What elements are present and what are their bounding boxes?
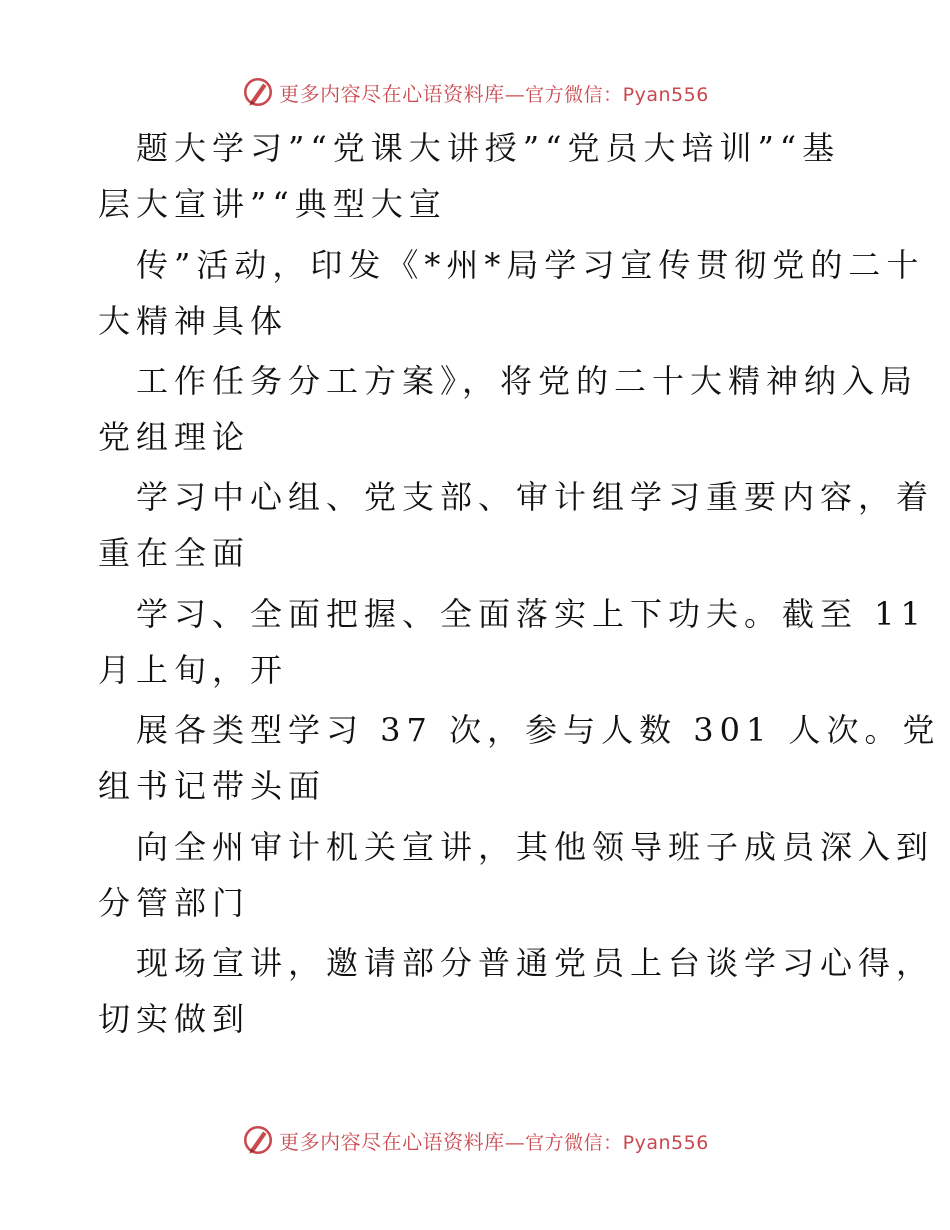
header-wechat: 官方微信：Pyan556: [525, 83, 709, 106]
body-line: 切实做到: [98, 1000, 251, 1038]
body-line: 重在全面: [98, 534, 251, 572]
footer-text: 更多内容尽在心语资料库: [279, 1129, 505, 1154]
footer-dash: —: [504, 1129, 526, 1154]
body-line: 学习、全面把握、全面落实上下功夫。截至 11: [136, 595, 927, 633]
body-line: 现场宣讲，邀请部分普通党员上台谈学习心得，: [136, 944, 935, 982]
body-line: 层大宣讲”“典型大宣: [98, 185, 447, 223]
body-line: 展各类型学习 37 次，参与人数 301 人次。党: [136, 711, 941, 749]
body-line: 向全州审计机关宣讲，其他领导班子成员深入到: [136, 828, 935, 866]
footer-wechat: 官方微信：Pyan556: [525, 1131, 709, 1154]
body-line: 工作任务分工方案》，将党的二十大精神纳入局: [136, 362, 919, 400]
body-line: 月上旬，开: [98, 651, 289, 689]
body-line: 传”活动，印发《*州*局学习宣传贯彻党的二十: [136, 246, 925, 284]
body-line: 组书记带头面: [98, 767, 327, 805]
header-text: 更多内容尽在心语资料库: [279, 81, 505, 106]
header-dash: —: [504, 81, 526, 106]
body-line: 分管部门: [98, 884, 251, 922]
pen-logo-icon: [241, 1123, 275, 1157]
header-watermark: [0, 72, 950, 112]
body-line: 学习中心组、党支部、审计组学习重要内容，着: [136, 478, 935, 516]
footer-watermark: [0, 1120, 950, 1160]
pen-logo-icon: [241, 75, 275, 109]
body-line: 题大学习”“党课大讲授”“党员大培训”“基: [136, 129, 841, 167]
body-line: 党组理论: [98, 418, 251, 456]
body-line: 大精神具体: [98, 302, 289, 340]
